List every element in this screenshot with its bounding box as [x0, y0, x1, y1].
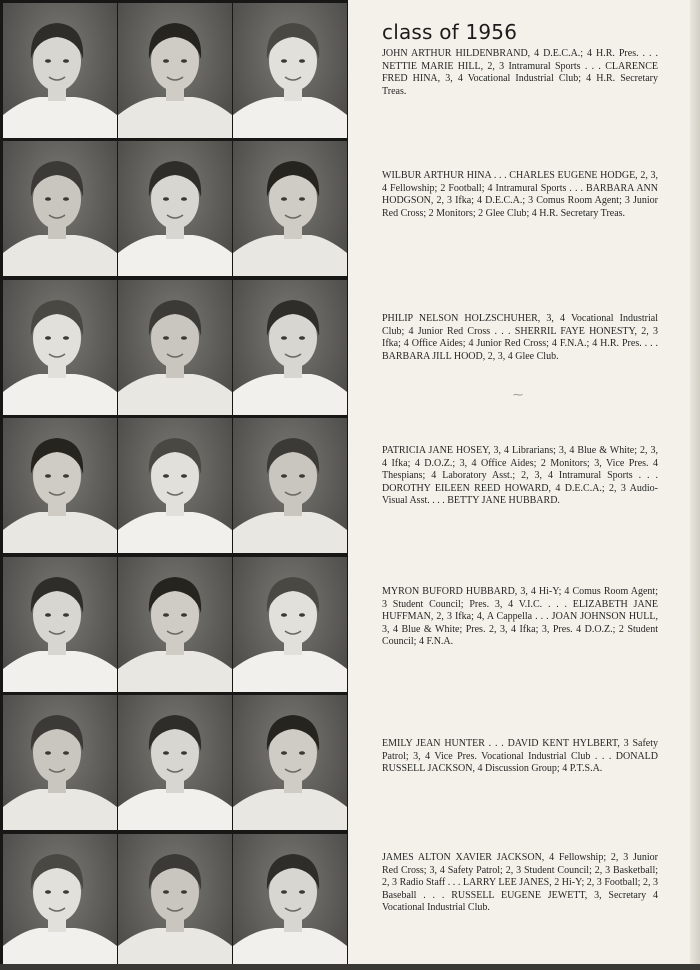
portrait-photo	[3, 141, 117, 276]
portrait-photo	[3, 557, 117, 692]
page-title: class of 1956	[382, 20, 518, 44]
portrait-photo	[233, 280, 347, 415]
portrait-photo	[118, 557, 232, 692]
portrait-photo	[233, 141, 347, 276]
portrait-photo	[3, 695, 117, 830]
student-caption: EMILY JEAN HUNTER . . . DAVID KENT HYLBERT, 3 Safety Patrol; 3, 4 Vice Pres. Vocational Industrial Club . . . DONALD RUSSELL JACKSON, 4 Discussion Group; 4 P.T.S.A.	[382, 738, 658, 774]
portrait-photo	[118, 141, 232, 276]
student-caption: JOHN ARTHUR HILDENBRAND, 4 D.E.C.A.; 4 H.R. Pres. . . . NETTIE MARIE HILL, 2, 3 Intramural Sports . . . CLARENCE FRED HINA, 3, 4 Vocational Industrial Club; 4 H.R. Secretary Treas.	[382, 48, 658, 97]
student-caption: PHILIP NELSON HOLZSCHUHER, 3, 4 Vocational Industrial Club; 4 Junior Red Cross . . . SHERRIL FAYE HONESTY, 2, 3 Ifka; 4 Office Aides; 4 Junior Red Cross; 4 F.N.A.; 4 H.R. Pres. . . . BARBARA JILL HOOD, 2, 3, 4 Glee Club.	[382, 313, 658, 362]
portrait-photo	[118, 280, 232, 415]
portrait-photo	[3, 280, 117, 415]
portrait-grid	[0, 0, 348, 966]
page-edge	[690, 0, 700, 970]
portrait-photo	[3, 3, 117, 138]
page-bottom-edge	[0, 964, 700, 970]
portrait-photo	[3, 418, 117, 553]
portrait-photo	[118, 418, 232, 553]
portrait-photo	[233, 3, 347, 138]
student-caption: WILBUR ARTHUR HINA . . . CHARLES EUGENE HODGE, 2, 3, 4 Fellowship; 2 Football; 4 Intramural Sports . . . BARBARA ANN HODGSON, 2, 3 Ifka; 4 D.E.C.A.; 3 Comus Room Agent; 3 Junior Red Cross; 2 Monitors; 2 Glee Club; 4 H.R. Secretary Treas.	[382, 170, 658, 219]
portrait-photo	[118, 695, 232, 830]
student-caption: PATRICIA JANE HOSEY, 3, 4 Librarians; 3, 4 Blue & White; 2, 3, 4 Ifka; 4 D.O.Z.; 3, 4 Office Aides; 2 Monitors; 3, Vice Pres. 4 Thespians; 4 Laboratory Asst.; 2, 3, 4 Intramural Sports . . . DOROTHY EILEEN REED HOWARD, 4 D.E.C.A.; 2, 3 Audio-Visual Asst. . . . BETTY JANE HUBBARD.	[382, 445, 658, 506]
portrait-photo	[3, 834, 117, 969]
student-caption: JAMES ALTON XAVIER JACKSON, 4 Fellowship; 2, 3 Junior Red Cross; 3, 4 Safety Patrol; 2, 3 Student Council; 2, 3 Basketball; 2, 3 Radio Staff . . . LARRY LEE JANES, 2 Hi-Y; 2, 3 Football; 2, 3 Baseball . . . RUSSELL EUGENE JEWETT, 3, Secretary 4 Vocational Industrial Club.	[382, 852, 658, 913]
ink-smudge: ⁓	[513, 390, 523, 401]
portrait-photo	[233, 418, 347, 553]
portrait-photo	[118, 834, 232, 969]
portrait-photo	[118, 3, 232, 138]
portrait-photo	[233, 695, 347, 830]
student-caption: MYRON BUFORD HUBBARD, 3, 4 Hi-Y; 4 Comus Room Agent; 3 Student Council; Pres. 3, 4 V.I.C. . . . ELIZABETH JANE HUFFMAN, 2, 3 Ifka; 4, A Cappella . . . JOAN JOHNSON HULL, 3, 4 Blue & White; Pres. 2, 3, 4 Ifka; 3, Pres. 4 D.O.Z.; 2 Student Council; 4 F.N.A.	[382, 586, 658, 647]
portrait-photo	[233, 557, 347, 692]
portrait-photo	[233, 834, 347, 969]
